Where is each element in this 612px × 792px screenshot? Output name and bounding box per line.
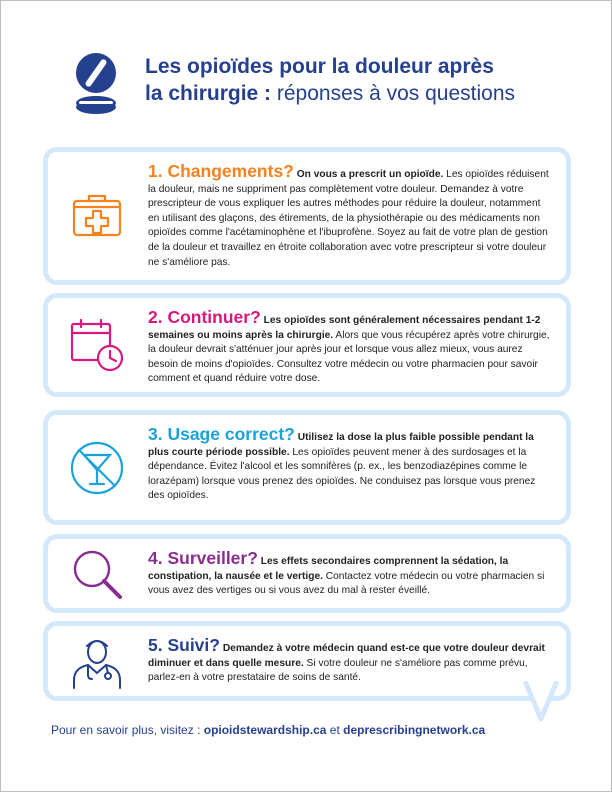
- section-heading: 1. Changements?: [148, 161, 294, 181]
- page-title: [145, 53, 565, 107]
- section-continuer: [43, 293, 571, 397]
- section-lead: Utilisez la dose la plus faible possible pendant la plus courte période possible.: [148, 432, 534, 458]
- section-lead: On vous a prescrit un opioïde.: [296, 169, 444, 180]
- header: [71, 51, 551, 121]
- section-changements: [43, 147, 571, 285]
- doctor-icon: [68, 632, 126, 690]
- title-line-2-rest: réponses à vos questions: [271, 82, 516, 105]
- speech-tail-decoration: [521, 681, 561, 723]
- section-body: [148, 308, 552, 387]
- section-heading: 4. Surveiller?: [148, 548, 258, 568]
- section-lead: Les opioïdes sont généralement nécessaires pendant 1-2 semaines ou moins après la chirurgie.: [148, 315, 541, 341]
- footer-connector: et: [326, 723, 344, 737]
- section-text: Contactez votre médecin ou votre pharmacien si vous avez des vertiges ou si vous avez du mal à rester éveillé.: [148, 570, 545, 597]
- section-text: Les opioïdes peuvent mener à des surdosages et la dépendance. Évitez l'alcool et les somnifères (p. ex., les benzodiazépines comme le lorazépam) lorsque vous prenez des opioïdes. Ne conduisez pas lorsque vous prenez des opioïdes.: [148, 446, 536, 502]
- footer: [51, 723, 571, 737]
- calendar-clock-icon: [68, 316, 126, 374]
- title-line-1: Les opioïdes pour la douleur après: [145, 55, 494, 78]
- link-deprescribingnetwork[interactable]: deprescribingnetwork.ca: [343, 723, 486, 737]
- section-text: Les opioïdes réduisent la douleur, mais ne suppriment pas complètement votre douleur. Demandez à votre prescripteur de vous expliquer les autres méthodes pour réduire la douleur, notamment en utilisant des glaçons, des étirements, de la physiothérapie ou des médicaments non opioïdes comme l'acétaminophène et l'ibuprofène. Soyez au fait de votre plan de gestion de la douleur et travaillez en étroite collaboration avec votre prescripteur si votre douleur ne s'améliore pas.: [148, 169, 549, 268]
- title-line-2-bold: la chirurgie :: [145, 82, 272, 105]
- section-body: [148, 549, 552, 599]
- no-alcohol-icon: [68, 439, 126, 497]
- section-usage-correct: [43, 410, 571, 525]
- first-aid-kit-icon: [68, 187, 126, 245]
- link-opioidstewardship[interactable]: opioidstewardship.ca: [203, 723, 327, 737]
- section-heading: 5. Suivi?: [148, 635, 220, 655]
- section-heading: 3. Usage correct?: [148, 424, 295, 444]
- section-text: Alors que vous récupérez après votre chirurgie, la douleur devrait s'atténuer jour après jour et lorsque vous allez mieux, vous aurez besoin de moins d'opioïdes. Consultez votre médecin ou votre pharmacien pour savoir comment et quand réduire votre dose.: [148, 329, 550, 385]
- pill-logo-icon: [71, 51, 121, 117]
- section-body: [148, 425, 552, 504]
- section-suivi: [43, 621, 571, 701]
- section-text: Si votre douleur ne s'améliore pas comme prévu, parlez-en à votre prestataire de soins de santé.: [148, 657, 528, 684]
- section-lead: Les effets secondaires comprennent la sédation, la constipation, la nausée et le vertige.: [148, 556, 509, 582]
- magnifier-icon: [68, 545, 126, 603]
- section-lead: Demandez à votre médecin quand est-ce que votre douleur devrait diminuer et dans quelle mesure.: [148, 643, 545, 669]
- section-heading: 2. Continuer?: [148, 307, 261, 327]
- section-body: [148, 162, 552, 270]
- section-surveiller: [43, 534, 571, 613]
- footer-prefix: Pour en savoir plus, visitez :: [51, 723, 204, 737]
- section-body: [148, 636, 552, 686]
